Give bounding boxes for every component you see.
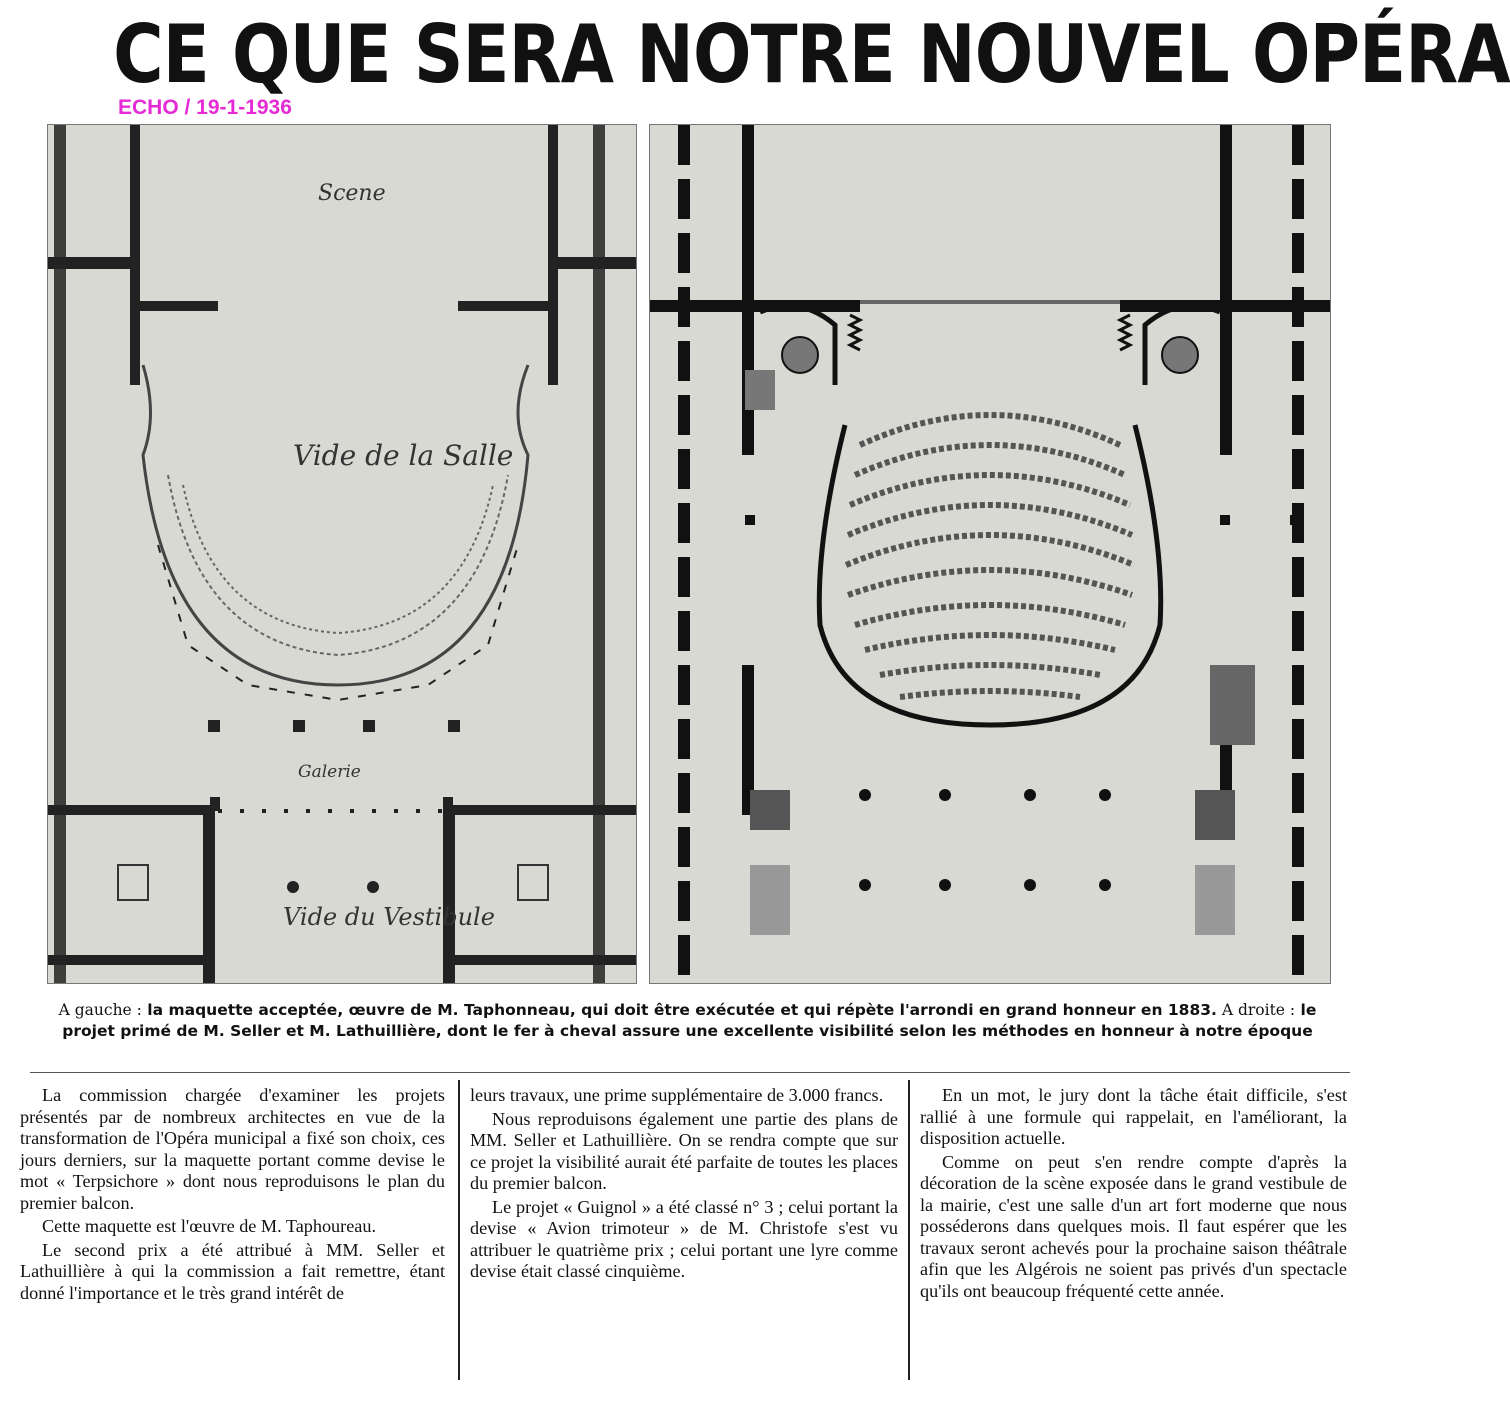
plan-right-drawing: [650, 125, 1330, 983]
column-rule: [458, 1080, 460, 1380]
paragraph: La commission chargée d'examiner les projets présentés par de nombreux architectes en vue de la transformation de l'Opéra municipal a fixé son choix, ces jours derniers, sur la maquette portant comme devise le mot « Terpsichore » dont nous reproduisons le plan du premier balcon.: [20, 1085, 445, 1213]
photo-caption: [40, 1000, 1335, 1042]
column-rule: [908, 1080, 910, 1380]
plan-label-scene: Scene: [318, 181, 386, 206]
article-column-1: [20, 1085, 445, 1304]
caption-text-left: la maquette acceptée, œuvre de M. Taphonneau, qui doit être exécutée et qui répète l'arrondi en grand honneur en 1883.: [141, 1001, 1217, 1019]
headline: CE QUE SERA NOTRE NOUVEL OPÉRA: [113, 8, 1510, 101]
plan-right-image: [649, 124, 1331, 984]
caption-lead-left: A gauche :: [58, 1001, 142, 1019]
plan-left-image: [47, 124, 637, 984]
plan-left-drawing: [48, 125, 636, 983]
caption-lead-right: A droite :: [1216, 1001, 1296, 1019]
paragraph: Le second prix a été attribué à MM. Seller et Lathuillière à qui la commission a fait remettre, étant donné l'importance et le très grand intérêt de: [20, 1239, 445, 1303]
caption-text-right: le projet primé de M. Seller et M. Lathuillière, dont le fer à cheval assure une excellente visibilité selon les méthodes en honneur à notre époque: [62, 1001, 1317, 1040]
divider-rule: [30, 1072, 1350, 1073]
plan-label-vestibule: Vide du Vestibule: [283, 903, 495, 931]
paragraph: En un mot, le jury dont la tâche était difficile, s'est rallié à une formule qui rappelait, en l'améliorant, la disposition actuelle.: [920, 1085, 1347, 1148]
date-stamp: ECHO / 19-1-1936: [118, 96, 292, 119]
paragraph: Le projet « Guignol » a été classé n° 3 ; celui portant la devise « Avion trimoteur » de M. Christofe s'est vu attribuer le quatrième prix ; celui portant une lyre comme devise était classé cinquième.: [470, 1196, 898, 1281]
article-column-3: [920, 1085, 1347, 1302]
paragraph: Comme on peut s'en rendre compte d'après la décoration de la scène exposée dans le grand vestibule de la mairie, c'est une salle d'un art fort moderne que nous posséderons dans quelques mois. Il faut espérer que les travaux seront achevés pour la prochaine saison théâtrale afin que les Algérois ne soient pas privés d'un spectacle qu'ils ont beaucoup fréquenté cette année.: [920, 1151, 1347, 1301]
plan-label-salle: Vide de la Salle: [293, 439, 514, 472]
paragraph: Nous reproduisons également une partie des plans de MM. Seller et Lathuillière. On se rendra compte que sur ce projet la visibilité aurait été parfaite de toutes les places du premier balcon.: [470, 1108, 898, 1193]
plan-label-galerie: Galerie: [298, 762, 361, 782]
paragraph: leurs travaux, une prime supplémentaire de 3.000 francs.: [470, 1085, 884, 1105]
paragraph: Cette maquette est l'œuvre de M. Taphoureau.: [42, 1216, 376, 1236]
article-column-2: [470, 1085, 898, 1283]
